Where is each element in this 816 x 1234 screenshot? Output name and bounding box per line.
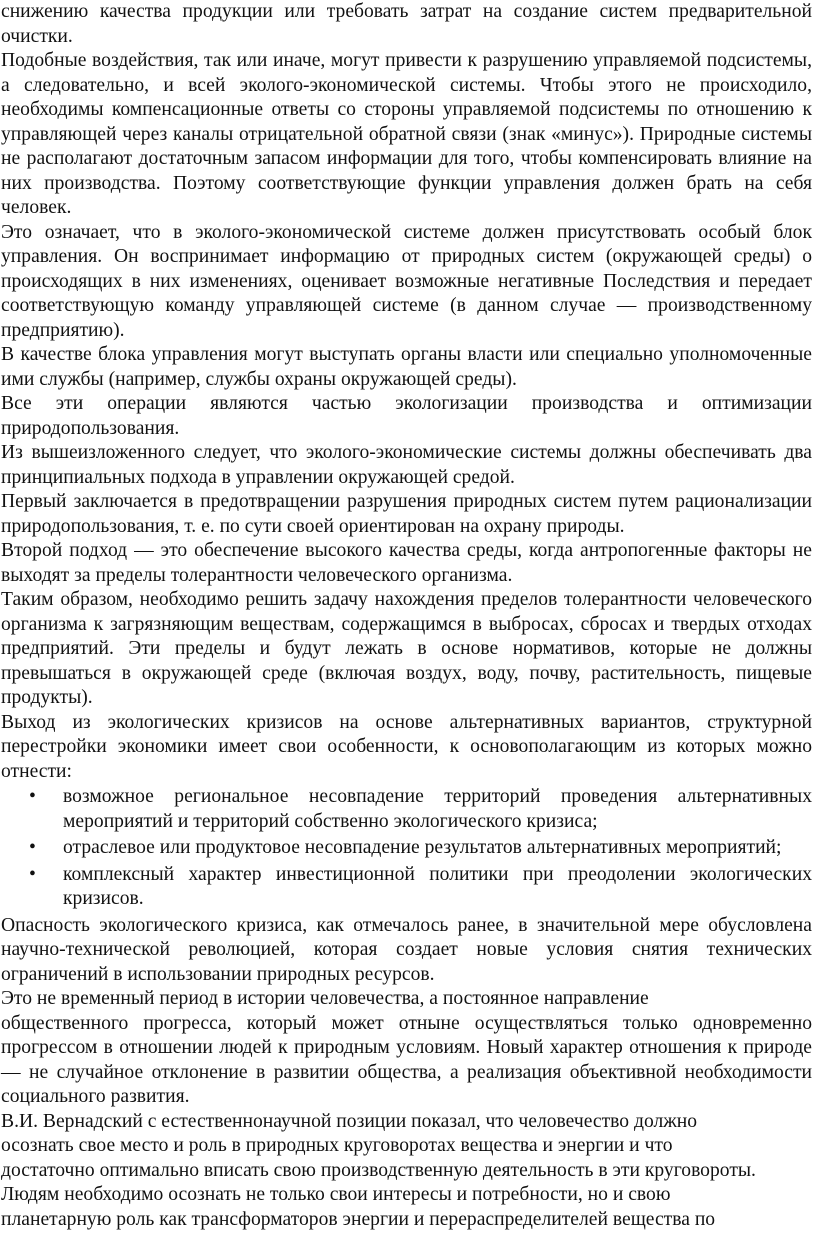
bullet-list — [1, 785, 812, 912]
bullet-icon: • — [29, 837, 36, 858]
paragraph: Из вышеизложенного следует, что эколого-экономические системы должны обеспечивать два принципиальных подхода в управлении окружающей средой. — [1, 442, 812, 488]
list-item-text: отраслевое или продуктовое несовпадение результатов альтернативных мероприятий; — [63, 837, 782, 858]
bullet-icon: • — [29, 863, 36, 885]
paragraph-line: достаточно оптимально вписать свою производственную деятельность в эти круговороты. — [1, 1159, 756, 1181]
paragraph-line: Людям необходимо осознать не только свои интересы и потребности, но и свою — [1, 1184, 671, 1205]
list-item-text: возможное региональное несовпадение территорий проведения альтернативных мероприятий и территорий собственно экологического кризиса; — [63, 786, 812, 832]
paragraph: Выход из экологических кризисов на основе альтернативных вариантов, структурной перестройки экономики имеет свои особенности, к основополагающим из которых можно отнести: — [1, 711, 812, 782]
paragraph: снижению качества продукции или требовать затрат на создание систем предварительной очистки. — [1, 1, 812, 47]
paragraph: Все эти операции являются частью экологизации производства и оптимизации природопользования. — [1, 393, 812, 439]
paragraph: В качестве блока управления могут выступать органы власти или специально уполномоченные ими службы (например, службы охраны окружающей среды). — [1, 344, 812, 390]
list-item — [1, 863, 812, 912]
paragraph: Второй подход — это обеспечение высокого качества среды, когда антропогенные факторы не выходят за пределы толерантности человеческого организма. — [1, 540, 812, 586]
list-item — [1, 785, 812, 834]
bullet-icon: • — [29, 786, 36, 807]
list-item — [1, 836, 812, 861]
paragraph-line: В.И. Вернадский с естественнонаучной позиции показал, что человечество должно — [1, 1110, 698, 1132]
paragraph: общественного прогресса, который может отныне осуществляться только одновременно прогрессом в отношении людей к природным условиям. Новый характер отношения к природе — не случайное отклонение в развитии общества, а реализация объективной необходимости социального развития. — [1, 1012, 812, 1107]
paragraph-line: планетарную роль как трансформаторов энергии и перераспределителей вещества по — [1, 1208, 716, 1230]
paragraph: Таким образом, необходимо решить задачу нахождения пределов толерантности человеческого организма к загрязняющим веществам, содержащимся в выбросах, сбросах и твердых отходах предприятий. Эти пределы и будут лежать в основе нормативов, которые не должны превышаться в окружающей среде (включая воздух, воду, почву, растительность, пищевые продукты). — [1, 589, 812, 708]
paragraph: Опасность экологического кризиса, как отмечалось ранее, в значительной мере обусловлена научно-технической революцией, которая создает новые условия снятия технических ограничений в использовании природных ресурсов. — [1, 914, 812, 985]
paragraph: Первый заключается в предотвращении разрушения природных систем путем рационализации природопользования, т. е. по сути своей ориентирован на охрану природы. — [1, 491, 812, 537]
paragraph-line: Это не временный период в истории человечества, а постоянное направление — [1, 988, 649, 1009]
paragraph-line: осознать свое место и роль в природных круговоротах вещества и энергии и что — [1, 1135, 673, 1156]
paragraph: Подобные воздействия, так или иначе, могут привести к разрушению управляемой подсистемы, а следовательно, и всей эколого-экономической системы. Чтобы этого не происходило, необходимы компенсационные ответы со стороны управляемой подсистемы по отношению к управляющей через каналы отрицательной обратной связи (знак «минус»). Природные системы не располагают достаточным запасом информации для того, чтобы компенсировать влияние на них производства. Поэтому соответствующие функции управления должен брать на себя человек. — [1, 50, 812, 218]
paragraph: Это означает, что в эколого-экономической системе должен присутствовать особый блок управления. Он воспринимает информацию от природных систем (окружающей среды) о происходящих в них изменениях, оценивает возможные негативные Последствия и передает соответствующую команду управляющей системе (в данном случае — производственному предприятию). — [1, 221, 812, 341]
list-item-text: комплексный характер инвестиционной политики при преодолении экологических кризисов. — [63, 863, 812, 909]
